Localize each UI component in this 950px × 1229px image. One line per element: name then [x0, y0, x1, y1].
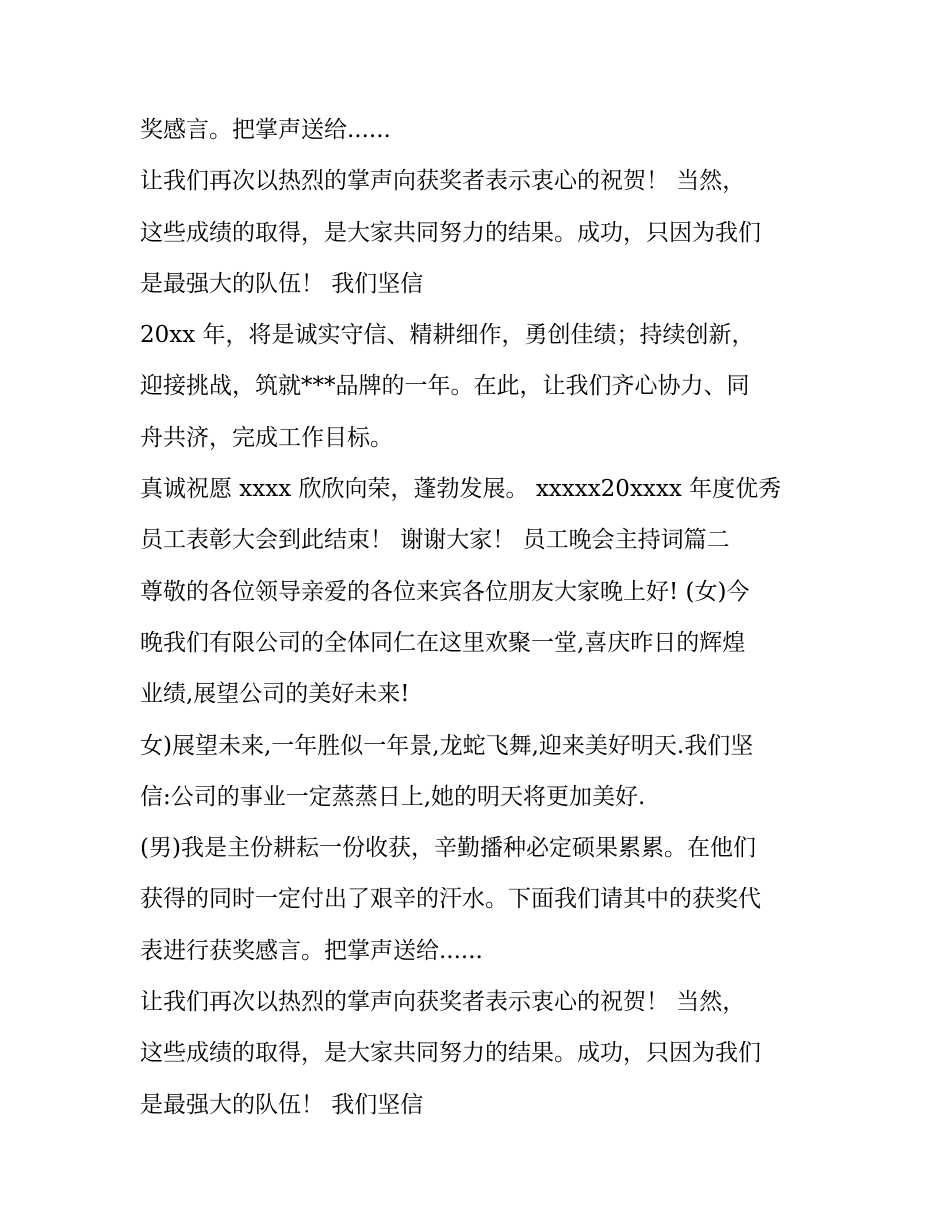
text-line-20: 是最强大的队伍！ 我们坚信	[140, 1091, 424, 1118]
text-line-10: 尊敬的各位领导亲爱的各位来宾各位朋友大家晚上好! (女)今	[140, 578, 750, 605]
text-line-5: 20xx 年，将是诚实守信、精耕细作，勇创佳绩；持续创新，	[140, 322, 755, 349]
text-line-8: 真诚祝愿 xxxx 欣欣向荣，蓬勃发展。 xxxxx20xxxx 年度优秀	[140, 476, 782, 503]
text-line-11: 晚我们有限公司的全体同仁在这里欢聚一堂,喜庆昨日的辉煌	[140, 629, 746, 656]
text-line-3: 这些成绩的取得，是大家共同努力的结果。成功，只因为我们	[140, 219, 761, 246]
text-line-6: 迎接挑战，筑就***品牌的一年。在此，让我们齐心协力、同	[140, 373, 750, 400]
text-line-14: 信:公司的事业一定蒸蒸日上,她的明天将更加美好.	[140, 783, 646, 810]
text-line-18: 让我们再次以热烈的掌声向获奖者表示衷心的祝贺！ 当然，	[140, 989, 746, 1016]
text-line-13: 女)展望未来,一年胜似一年景,龙蛇飞舞,迎来美好明天.我们坚	[140, 732, 754, 759]
document-body	[140, 105, 830, 1131]
text-line-15: (男)我是主份耕耘一份收获，辛勤播种必定硕果累累。在他们	[140, 835, 756, 862]
text-line-4: 是最强大的队伍！ 我们坚信	[140, 270, 424, 297]
text-line-2: 让我们再次以热烈的掌声向获奖者表示衷心的祝贺！ 当然，	[140, 168, 746, 195]
text-line-16: 获得的同时一定付出了艰辛的汗水。下面我们请其中的获奖代	[140, 886, 761, 913]
text-line-1: 奖感言。把掌声送给......	[140, 117, 391, 143]
text-line-19: 这些成绩的取得，是大家共同努力的结果。成功，只因为我们	[140, 1040, 761, 1067]
text-line-7: 舟共济，完成工作目标。	[140, 424, 393, 451]
text-line-17: 表进行获奖感言。把掌声送给......	[140, 937, 483, 964]
text-line-9: 员工表彰大会到此结束！ 谢谢大家！ 员工晚会主持词篇二	[140, 527, 730, 554]
text-line-12: 业绩,展望公司的美好未来!	[140, 681, 410, 708]
